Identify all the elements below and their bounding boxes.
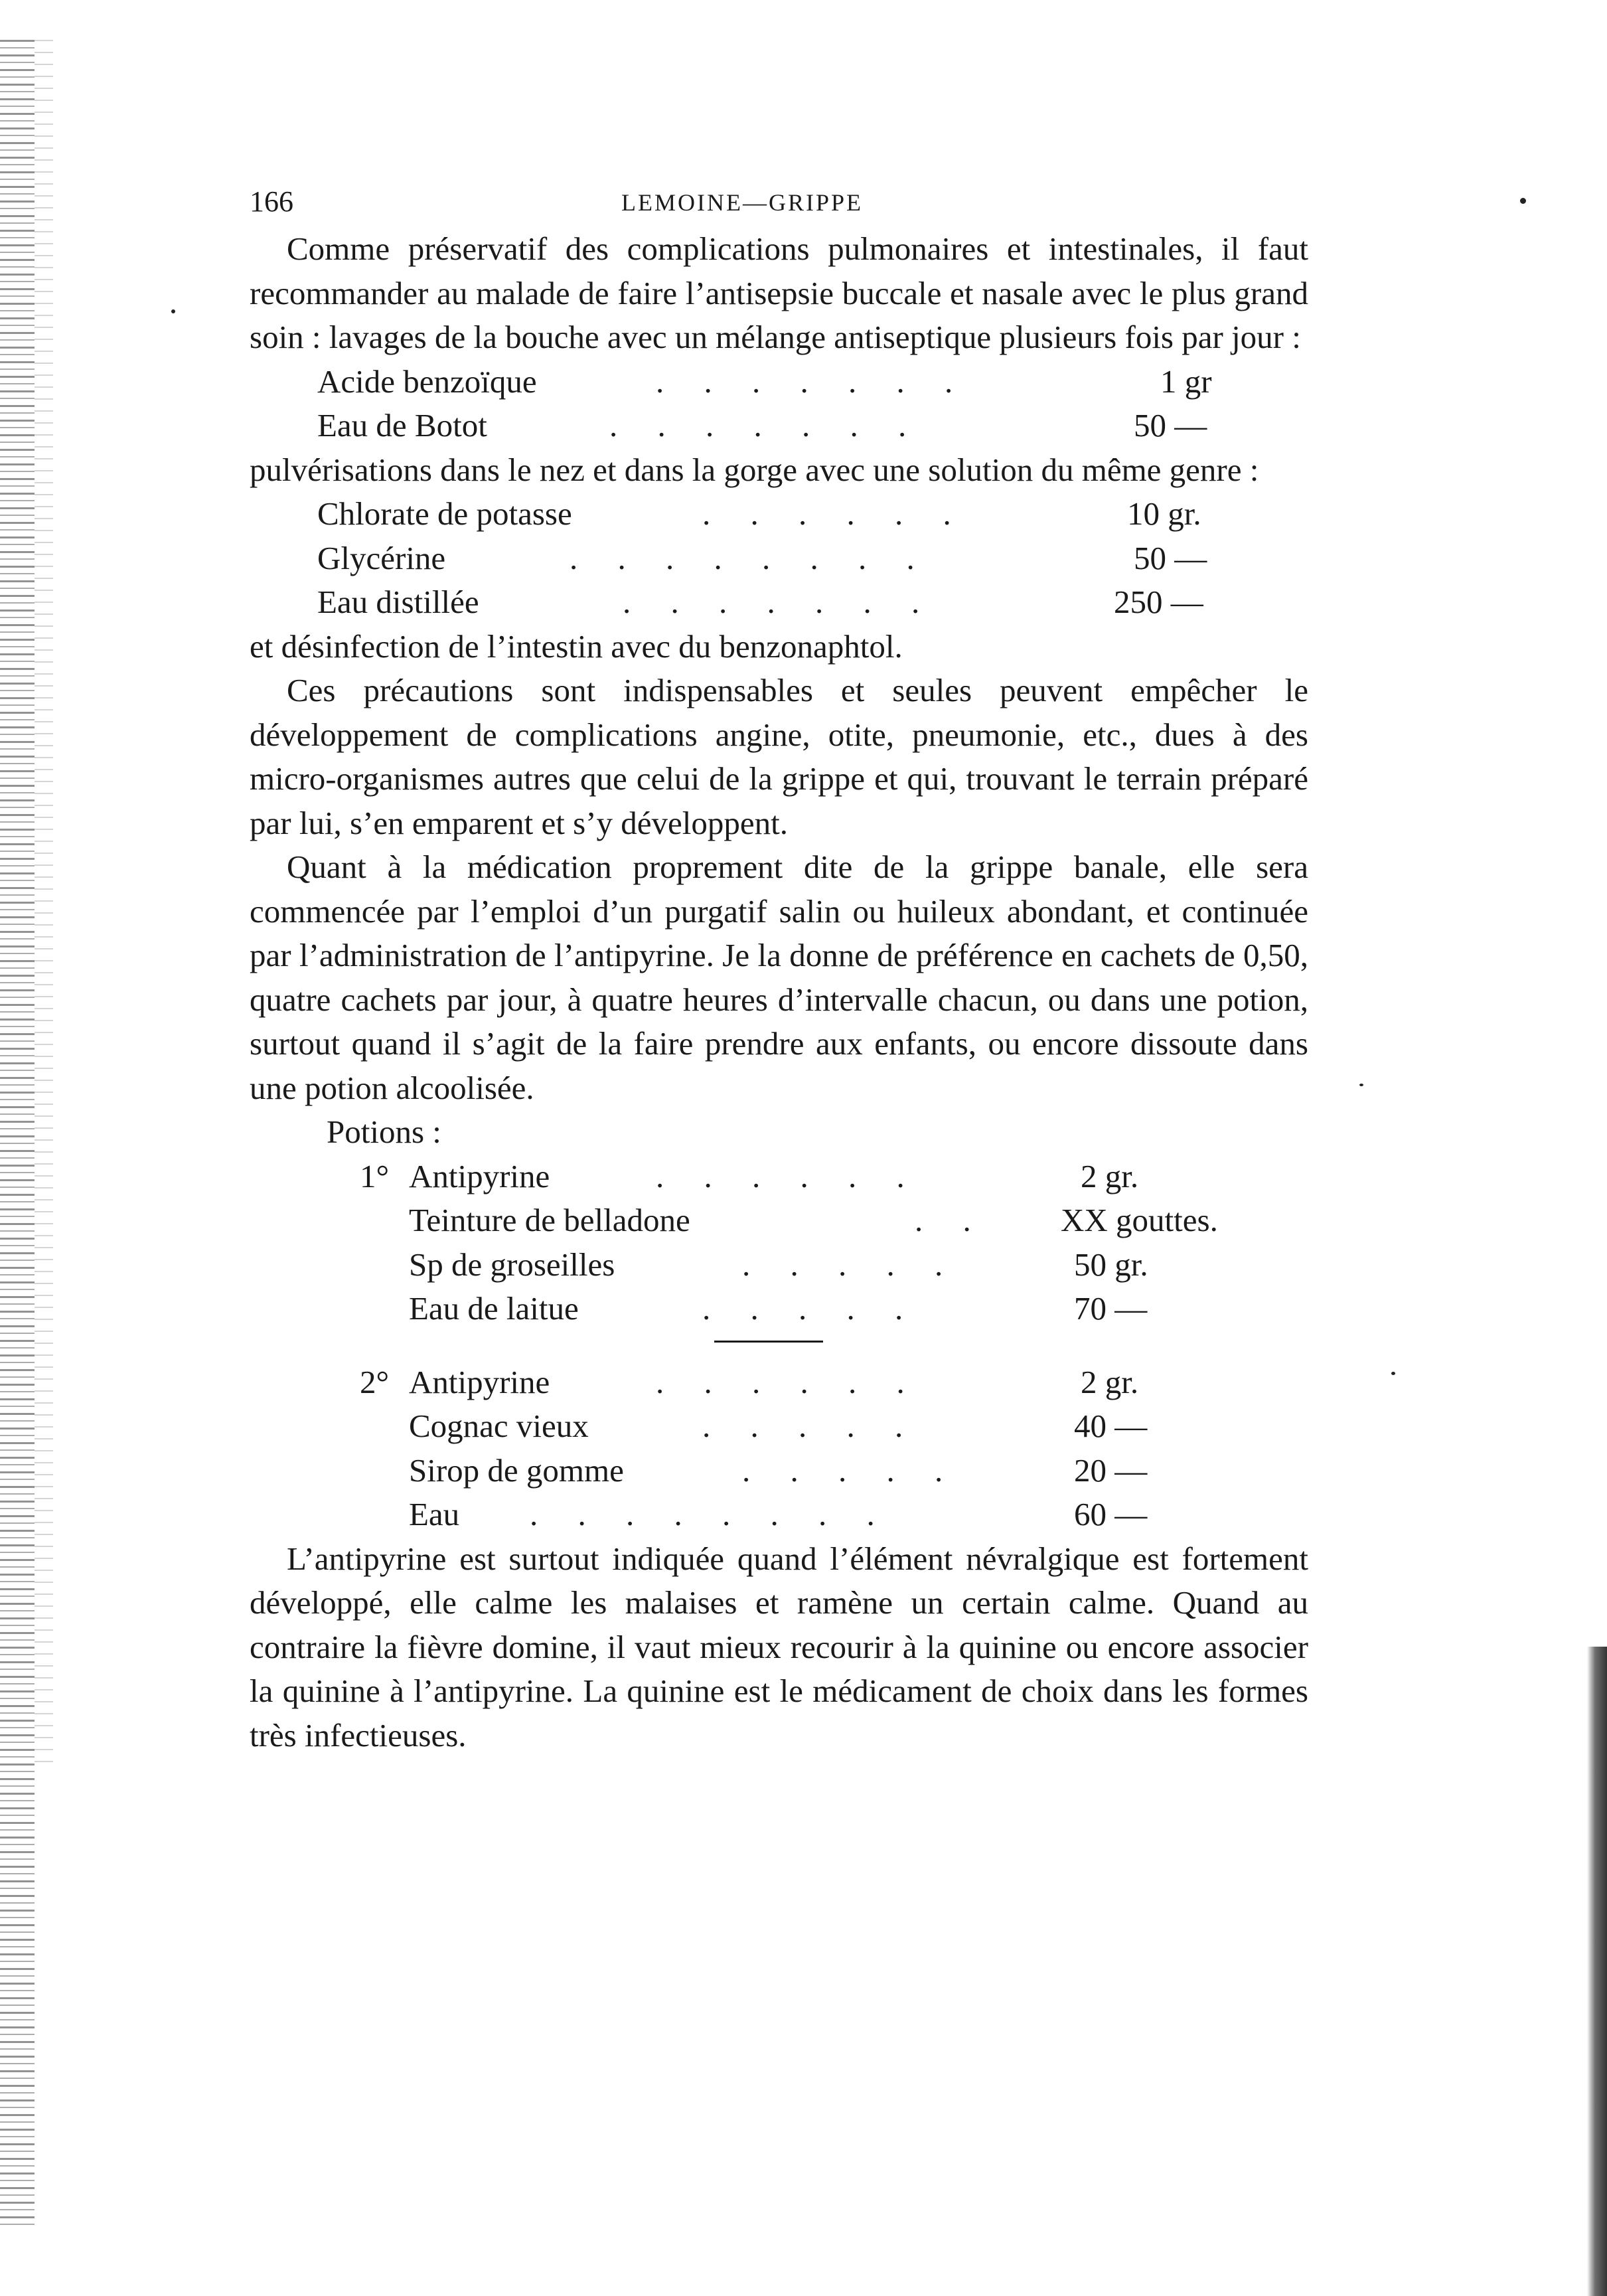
formula-line [250, 1449, 1308, 1493]
formula-mouthwash [250, 360, 1308, 448]
formula-line [250, 1243, 1308, 1287]
formula-line [250, 1198, 1308, 1243]
page-header [250, 174, 1308, 227]
leader-dots: . . . . . [742, 1246, 959, 1283]
paragraph-antisepsis: Comme préservatif des complications pulmonaires et intestinales, il faut recommander au malade de faire l’antisepsie buccale et nasale avec le plus grand soin : lavages de la bouche avec un mélange antiseptique plusieurs fois par jour : [250, 230, 1308, 355]
separator-rule [250, 1331, 1308, 1360]
formula-line [250, 1287, 1308, 1331]
potion-number: 2° [360, 1363, 390, 1400]
ingredient-name: Chlorate de potasse [317, 495, 572, 532]
leader-dots: . . [915, 1202, 987, 1238]
formula-line [250, 1360, 1308, 1405]
leader-dots: . . . . . . . . [530, 1496, 891, 1532]
leader-dots: . . . . . . . [623, 584, 936, 620]
scan-edge-left [0, 40, 35, 2231]
formula-line [250, 1155, 1308, 1199]
ingredient-name: Cognac vieux [409, 1408, 589, 1444]
leader-dots: . . . . . . [656, 1157, 921, 1194]
ingredient-name: Antipyrine [409, 1363, 550, 1400]
ingredient-quantity: 50 — [1134, 407, 1207, 444]
formula-line [250, 1404, 1308, 1449]
ingredient-name: Sirop de gomme [409, 1451, 624, 1489]
ingredient-quantity: 60 — [1074, 1496, 1148, 1532]
ingredient-quantity: 250 — [1114, 584, 1203, 620]
scan-speck [171, 309, 175, 313]
paragraph-precautions: Ces précautions sont indispensables et seules peuvent empêcher le développement de complications angine, otite, pneumonie, etc., dues à des micro-organismes autres que celui de la grippe et qui, trouvant le terrain préparé par lui, s’en emparent et s’y développent. [250, 672, 1308, 841]
ingredient-name: Eau distillée [317, 584, 479, 620]
scan-edge-left-inner [35, 40, 53, 1766]
ingredient-name: Sp de groseilles [409, 1246, 615, 1283]
paragraph-intestine: et désinfection de l’intestin avec du benzonaphtol. [250, 627, 903, 665]
leader-dots: . . . . . [702, 1290, 919, 1327]
running-title: LEMOINE—GRIPPE [621, 189, 863, 216]
potions-heading [250, 1110, 1308, 1155]
leader-dots: . . . . . . . [609, 407, 923, 444]
ingredient-name: Acide benzoïque [317, 363, 537, 400]
leader-dots: . . . . . [742, 1451, 959, 1489]
leader-dots: . . . . . [702, 1408, 919, 1444]
leader-dots: . . . . . . [702, 495, 967, 532]
potions-label: Potions : [327, 1113, 441, 1150]
ingredient-quantity: 40 — [1074, 1408, 1148, 1444]
paragraph-medication: Quant à la médication proprement dite de la grippe banale, elle sera commencée par l’emploi d’un purgatif salin ou huileux abondant, et continuée par l’administration de l’antipyrine. Je la donne de préférence en cachets de 0,50, quatre cachets par jour, à quatre heures d’intervalle chacun, ou dans une potion, surtout quand il s’agit de la faire prendre aux enfants, ou encore dissoute dans une potion alcoolisée. [250, 849, 1308, 1106]
ingredient-quantity: 1 gr [1160, 363, 1212, 400]
formula-line [250, 360, 1308, 404]
ingredient-quantity: 10 gr. [1127, 495, 1201, 532]
paragraph-sprays: pulvérisations dans le nez et dans la gorge avec une solution du même genre : [250, 451, 1259, 488]
potion-1 [250, 1155, 1308, 1331]
ingredient-quantity: 20 — [1074, 1451, 1148, 1489]
potion-number: 1° [360, 1157, 390, 1194]
scan-speck [1359, 1084, 1363, 1086]
leader-dots: . . . . . . [656, 1363, 921, 1400]
ingredient-quantity: 2 gr. [1081, 1363, 1139, 1400]
ingredient-name: Glycérine [317, 539, 446, 576]
ingredient-quantity: XX gouttes. [1061, 1202, 1218, 1238]
ingredient-name: Eau de laitue [409, 1290, 579, 1327]
paragraph-antipyrine: L’antipyrine est surtout indiquée quand l’élément névralgique est fortement développé, elle calme les malaises et ramène un certain calme. Quand au contraire la fièvre domine, il vaut mieux recourir à la quinine ou encore associer la quinine à l’antipyrine. La quinine est le médicament de choix dans les formes très infectieuses. [250, 1540, 1308, 1754]
ingredient-name: Eau de Botot [317, 407, 487, 444]
leader-dots: . . . . . . . [656, 363, 969, 400]
ingredient-name: Eau [409, 1496, 460, 1532]
ingredient-quantity: 2 gr. [1081, 1157, 1139, 1194]
scan-speck [1391, 1372, 1395, 1375]
page-number: 166 [250, 185, 293, 218]
leader-dots: . . . . . . . . [570, 539, 931, 576]
potion-2 [250, 1360, 1308, 1537]
formula-line [250, 492, 1308, 536]
ingredient-quantity: 50 gr. [1074, 1246, 1148, 1283]
ingredient-name: Antipyrine [409, 1157, 550, 1194]
formula-line [250, 580, 1308, 625]
ingredient-name: Teinture de belladone [409, 1202, 690, 1238]
scan-speck [1520, 198, 1526, 204]
book-page [250, 174, 1308, 1758]
ingredient-quantity: 50 — [1134, 539, 1207, 576]
formula-line [250, 1493, 1308, 1537]
formula-line [250, 536, 1308, 581]
scan-edge-right [1587, 1647, 1607, 2296]
formula-spray [250, 492, 1308, 625]
ingredient-quantity: 70 — [1074, 1290, 1148, 1327]
formula-line [250, 404, 1308, 448]
